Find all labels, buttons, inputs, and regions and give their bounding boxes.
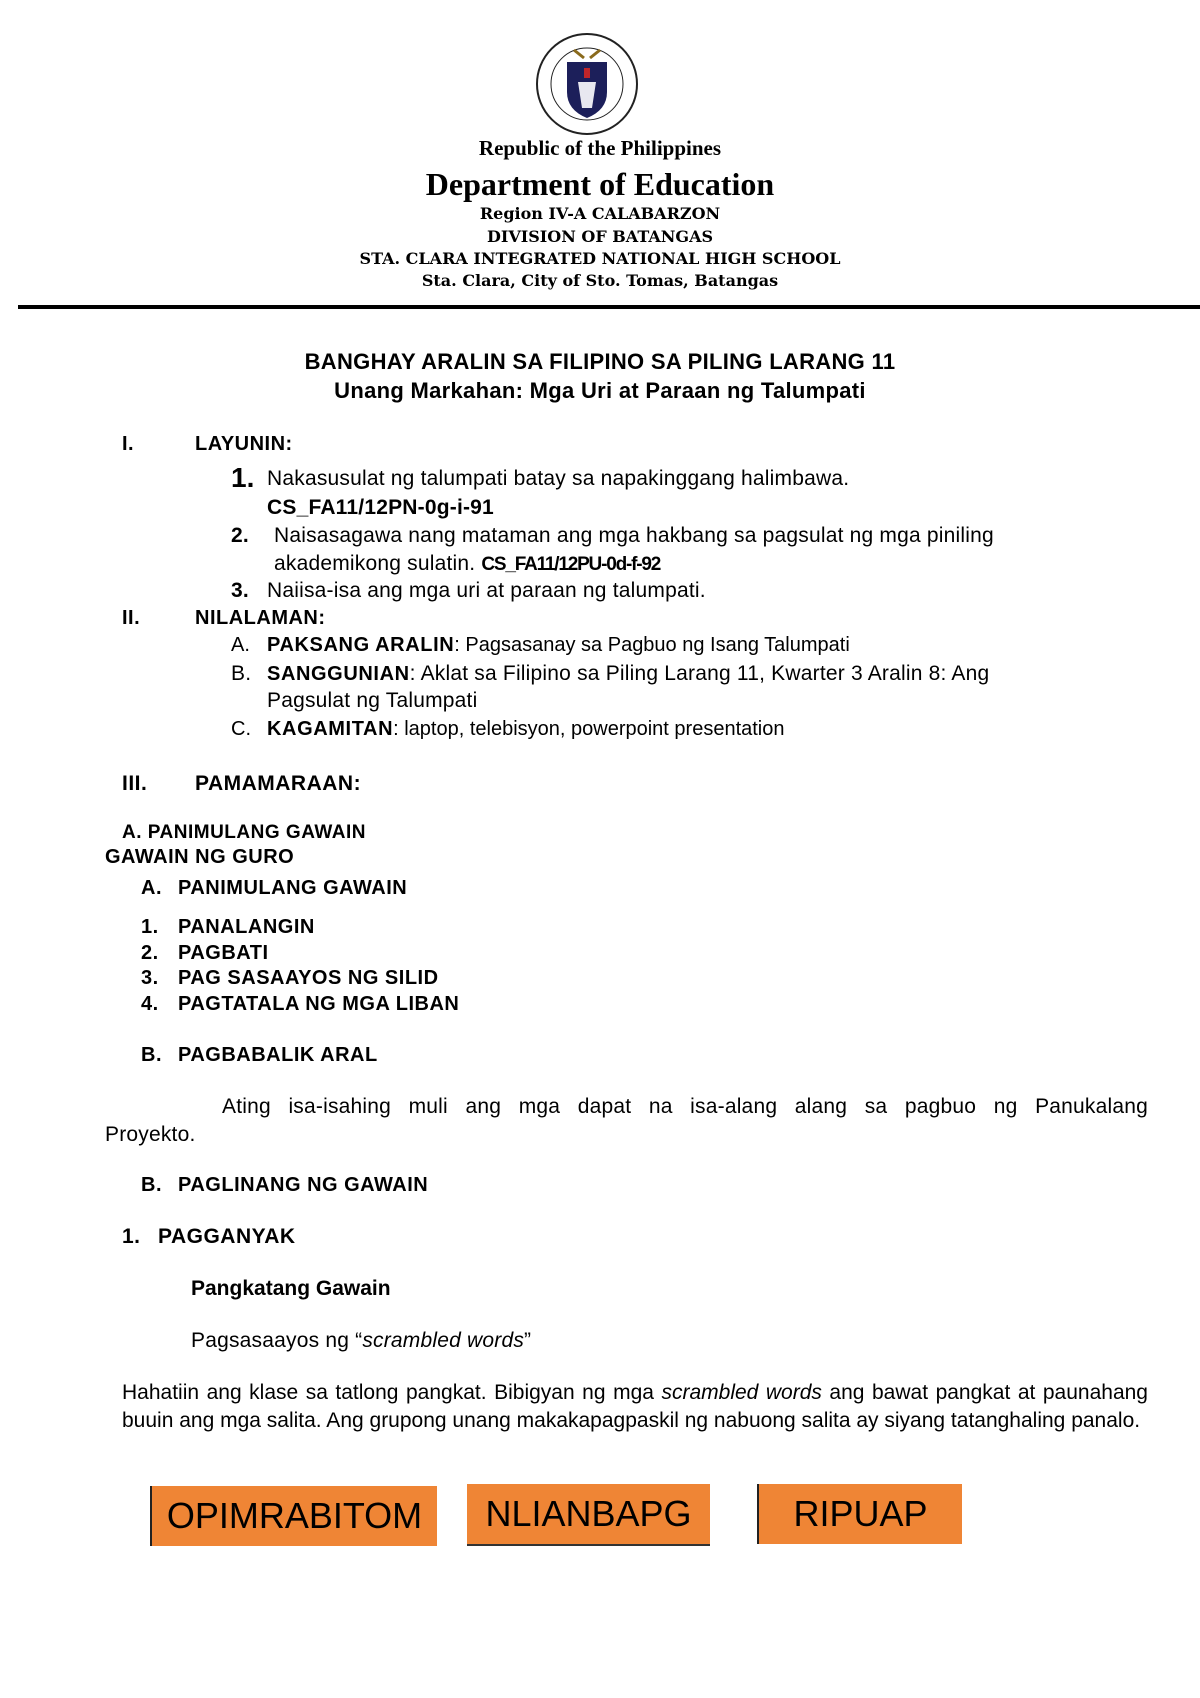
region-line: Region IV-A CALABARZON — [479, 204, 721, 223]
competency-code: CS_FA11/12PU-0d-f-92 — [481, 554, 661, 575]
content-label: SANGGUNIAN — [267, 663, 410, 685]
content-text: : laptop, telebisyon, powerpoint presentation — [393, 718, 785, 740]
step-label: PAG SASAAYOS NG SILID — [178, 967, 439, 989]
paragraph-text: Ating isa-isahing muli ang mga dapat na isa-alang alang sa pagbuo ng Panukalang — [222, 1095, 1148, 1118]
objective-text: Naiisa-isa ang mga uri at paraan ng talumpati. — [267, 579, 706, 602]
paragraph-emphasis: scrambled words — [661, 1381, 822, 1404]
scrambled-word: NLIANBAPG — [485, 1493, 692, 1534]
content-text: : Aklat sa Filipino sa Piling Larang 11, Kwarter 3 Aralin 8: Ang — [409, 662, 990, 685]
scrambled-word-box — [467, 1484, 710, 1546]
list-letter: B. — [231, 662, 252, 685]
section-heading-pamamaraan: PAMAMARAAN: — [195, 772, 362, 795]
list-number: 4. — [141, 993, 159, 1015]
list-letter: C. — [231, 718, 251, 740]
subheading: GAWAIN NG GURO — [105, 846, 295, 868]
subheading: PANIMULANG GAWAIN — [178, 877, 408, 899]
list-number: 1. — [141, 916, 159, 938]
lesson-subtitle: Unang Markahan: Mga Uri at Paraan ng Talumpati — [334, 378, 866, 403]
deped-seal-logo — [534, 32, 640, 136]
activity-title: Pangkatang Gawain — [191, 1277, 391, 1300]
section-heading-layunin: LAYUNIN: — [195, 433, 293, 455]
step-label: PANALANGIN — [178, 916, 315, 938]
content-text: Pagsulat ng Talumpati — [267, 689, 478, 712]
paragraph-text: ang bawat pangkat at paunahang buuin ang mga salita. Ang grupong unang makakapagpaskil ng nabuong salita ay siyang tatanghaling panalo. — [122, 1381, 1148, 1432]
list-letter: A. — [141, 877, 162, 899]
section-heading-nilalaman: NILALAMAN: — [195, 607, 326, 629]
list-number: 2. — [231, 524, 249, 547]
subheading: PAGLINANG NG GAWAIN — [178, 1174, 429, 1196]
step-label: PAGTATALA NG MGA LIBAN — [178, 993, 460, 1015]
paragraph-text: Proyekto. — [105, 1123, 196, 1146]
scrambled-word: RIPUAP — [793, 1493, 928, 1534]
department-title: Department of Education — [425, 166, 775, 202]
activity-text: ” — [524, 1329, 532, 1352]
instructions-paragraph — [122, 1379, 1148, 1435]
content-text: : Pagsasanay sa Pagbuo ng Isang Talumpati — [454, 634, 850, 656]
section-number: I. — [122, 433, 135, 455]
activity-text: Pagsasaayos ng “ — [191, 1329, 363, 1352]
subheading: A. PANIMULANG GAWAIN — [122, 822, 366, 843]
list-letter: B. — [141, 1174, 162, 1196]
section-number: II. — [122, 607, 141, 629]
school-line: STA. CLARA INTEGRATED NATIONAL HIGH SCHOOL — [359, 249, 841, 268]
subheading: PAGGANYAK — [158, 1225, 296, 1248]
list-letter: A. — [231, 634, 250, 656]
list-number: 1. — [122, 1225, 141, 1248]
division-line: DIVISION OF BATANGAS — [486, 227, 714, 246]
subheading: PAGBABALIK ARAL — [178, 1044, 378, 1066]
scrambled-word-box — [757, 1484, 962, 1544]
competency-code: CS_FA11/12PN-0g-i-91 — [267, 496, 494, 519]
objective-text: Nakasusulat ng talumpati batay sa napakinggang halimbawa. — [267, 467, 850, 490]
paragraph-text: Hahatiin ang klase sa tatlong pangkat. Bibigyan ng mga — [122, 1381, 662, 1404]
list-number: 2. — [141, 942, 159, 964]
content-label: PAKSANG ARALIN — [267, 634, 455, 656]
objective-text: Naisasagawa nang mataman ang mga hakbang sa pagsulat ng mga piniling — [274, 524, 994, 547]
step-label: PAGBATI — [178, 942, 269, 964]
content-label: KAGAMITAN — [267, 718, 394, 740]
scrambled-word-box — [150, 1486, 437, 1546]
scrambled-word: OPIMRABITOM — [166, 1495, 423, 1536]
header-divider — [18, 305, 1200, 309]
list-number: 1. — [231, 462, 255, 493]
list-number: 3. — [141, 967, 159, 989]
list-letter: B. — [141, 1044, 162, 1066]
objective-text: akademikong sulatin. — [274, 552, 476, 575]
section-number: III. — [122, 772, 148, 795]
address-line: Sta. Clara, City of Sto. Tomas, Batangas — [421, 271, 779, 290]
republic-line: Republic of the Philippines — [478, 136, 722, 160]
list-number: 3. — [231, 579, 249, 602]
lesson-title: BANGHAY ARALIN SA FILIPINO SA PILING LARANG 11 — [304, 349, 896, 374]
activity-text-emphasis: scrambled words — [362, 1329, 525, 1352]
